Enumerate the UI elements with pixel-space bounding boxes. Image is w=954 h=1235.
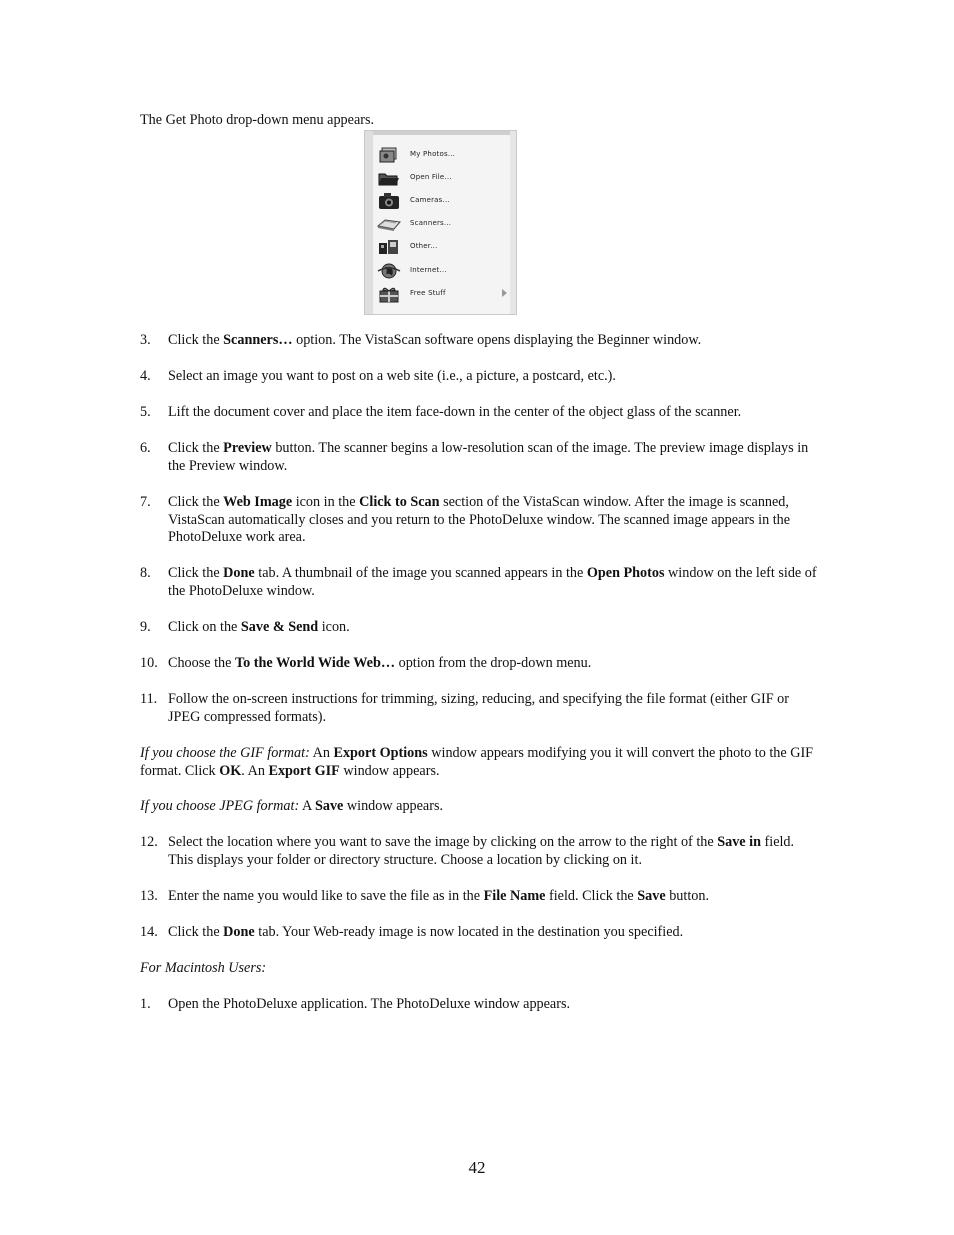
menu-item-cameras[interactable] [377,191,507,211]
menu-item-other[interactable] [377,237,507,257]
gif-format-paragraph: If you choose the GIF format: An Export Options window appears modifying you it will convert the photo to the GIF format. Click OK. An Export GIF window appears. [140,745,814,779]
menu-item-label: My Photos... [410,150,456,158]
menu-item-label: Open File... [410,173,452,181]
page-number: 42 [468,1158,486,1177]
menu-item-label: Free Stuff [410,289,446,297]
other-device-icon [377,237,401,257]
menu-item-label: Internet... [410,266,447,274]
menu-item-open-file[interactable] [377,168,507,188]
menu-item-my-photos[interactable] [377,145,507,165]
submenu-arrow-icon [502,289,507,297]
photos-icon [377,145,401,165]
globe-icon [377,261,401,281]
mac-heading: For Macintosh Users: [140,960,267,976]
jpeg-format-paragraph: If you choose JPEG format: A Save window appears. [140,798,444,814]
menu-item-label: Scanners... [410,219,452,227]
camera-icon [377,191,401,211]
menu-item-free-stuff[interactable] [377,284,507,304]
menu-item-scanners[interactable] [377,214,507,234]
get-photo-menu-screenshot [364,130,517,315]
menu-item-internet[interactable] [377,261,507,281]
intro-text: The Get Photo drop-down menu appears. [140,112,375,128]
menu-item-label: Other... [410,242,438,250]
menu-item-label: Cameras... [410,196,450,204]
folder-icon [377,168,401,188]
gift-icon [377,284,401,304]
scanner-icon [377,214,401,234]
